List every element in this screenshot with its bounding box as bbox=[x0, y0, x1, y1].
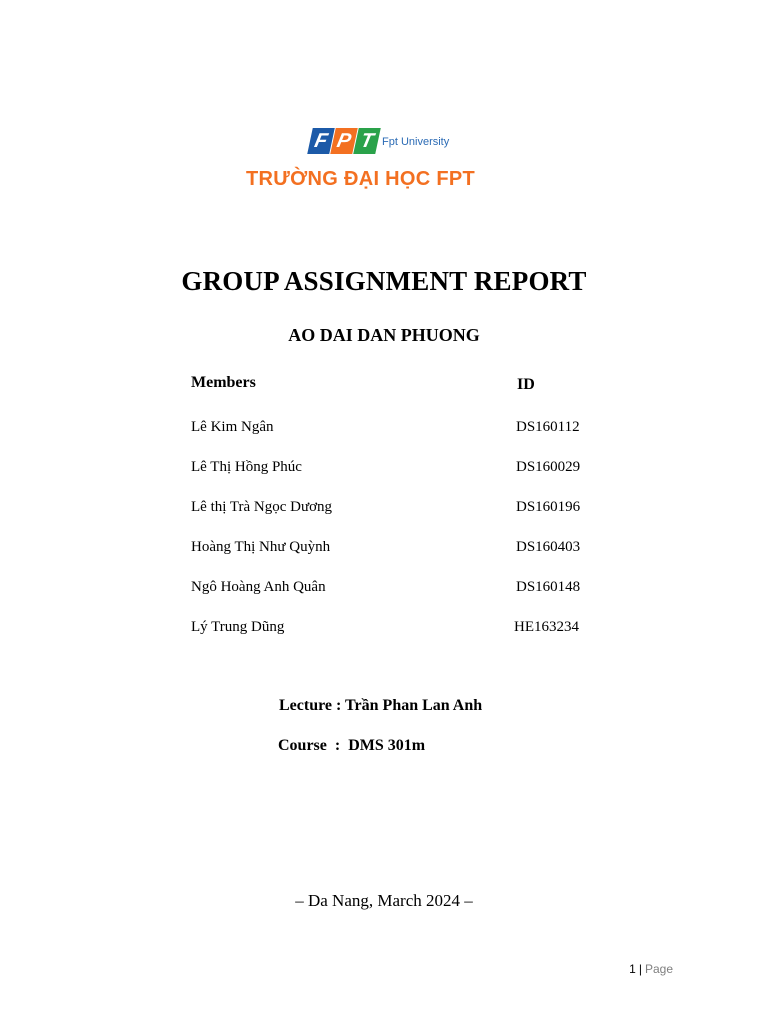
page-label: Page bbox=[644, 962, 673, 976]
page-footer bbox=[629, 962, 673, 976]
member-id: DS160029 bbox=[516, 459, 581, 475]
place-date: – Da Nang, March 2024 – bbox=[295, 891, 473, 910]
footer-separator: | bbox=[638, 962, 642, 976]
member-id: HE163234 bbox=[514, 619, 579, 635]
id-header: ID bbox=[517, 376, 535, 393]
fpt-logo bbox=[244, 124, 524, 196]
member-name: Lê Kim Ngân bbox=[191, 419, 274, 435]
member-id: DS160196 bbox=[516, 499, 581, 515]
report-title: GROUP ASSIGNMENT REPORT bbox=[181, 266, 587, 296]
member-name: Hoàng Thị Như Quỳnh bbox=[191, 539, 331, 555]
member-id: DS160148 bbox=[516, 579, 581, 595]
member-name: Lê Thị Hồng Phúc bbox=[191, 459, 302, 475]
lecture-line: Lecture : Trần Phan Lan Anh bbox=[279, 697, 483, 714]
member-name: Ngô Hoàng Anh Quân bbox=[191, 579, 326, 595]
member-name: Lê thị Trà Ngọc Dương bbox=[191, 499, 333, 515]
member-name: Lý Trung Dũng bbox=[191, 619, 285, 635]
school-name: TRƯỜNG ĐẠI HỌC FPT bbox=[246, 168, 476, 190]
members-header: Members bbox=[191, 374, 256, 391]
course-line: Course : DMS 301m bbox=[278, 737, 426, 754]
logo-letter-p: P bbox=[330, 128, 358, 154]
page-number: 1 bbox=[629, 962, 636, 976]
report-subtitle: AO DAI DAN PHUONG bbox=[288, 325, 480, 345]
logo-letter-f: F bbox=[307, 128, 335, 154]
member-id: DS160112 bbox=[516, 419, 580, 435]
logo-letter-t: T bbox=[353, 128, 381, 154]
member-id: DS160403 bbox=[516, 539, 581, 555]
logo-subtext: Fpt University bbox=[382, 136, 450, 148]
fpt-logo-mark bbox=[310, 128, 379, 154]
